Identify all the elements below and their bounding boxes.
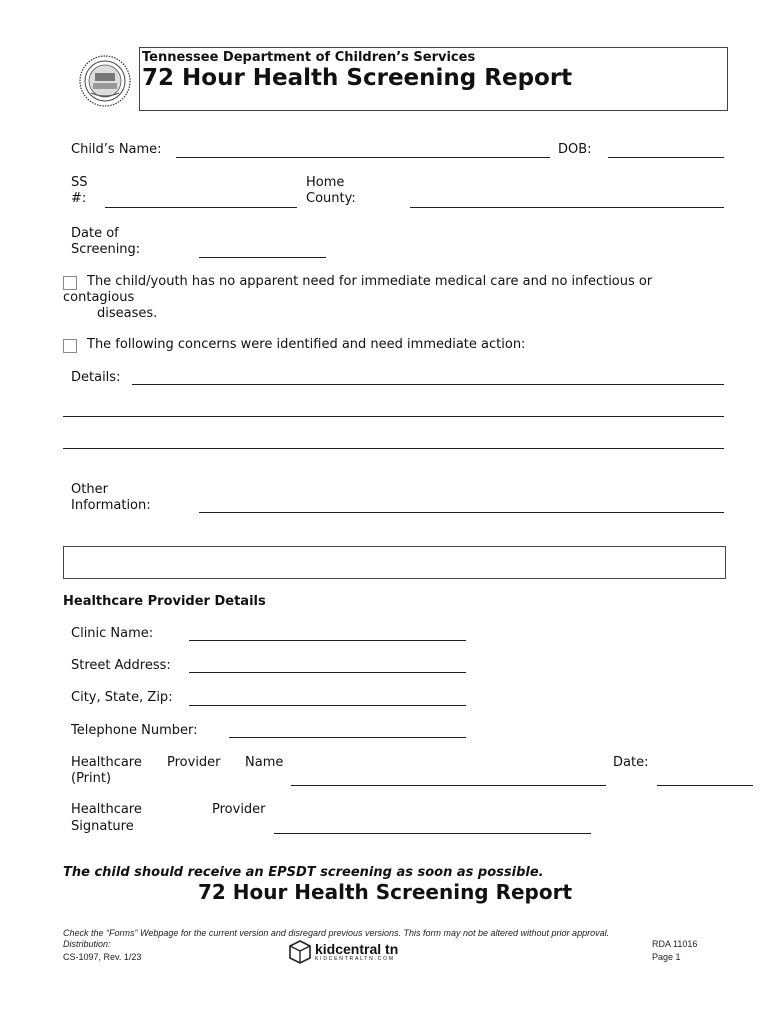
- child-name-field[interactable]: [176, 157, 550, 158]
- provider-name-w3: Name: [245, 755, 284, 770]
- home-county-label-line2: County:: [306, 191, 356, 206]
- details-field-line3[interactable]: [63, 448, 724, 449]
- other-info-label-line2: Information:: [71, 498, 151, 513]
- header-box: [139, 47, 728, 111]
- other-info-field[interactable]: [199, 512, 724, 513]
- department-name: Tennessee Department of Children’s Services: [142, 50, 476, 65]
- date-screening-field[interactable]: [199, 257, 326, 258]
- no-need-text-line3: diseases.: [97, 306, 158, 321]
- other-info-label-line1: Other: [71, 482, 108, 497]
- footer-rda: RDA 11016: [652, 939, 698, 949]
- home-county-field[interactable]: [410, 207, 724, 208]
- state-seal-icon: [79, 55, 131, 107]
- no-need-checkbox[interactable]: [63, 276, 77, 290]
- provider-date-label: Date:: [613, 755, 649, 770]
- details-field-line1[interactable]: [132, 384, 724, 385]
- form-title: 72 Hour Health Screening Report: [142, 65, 573, 91]
- footer-note: Check the “Forms” Webpage for the current version and disregard previous versions. This form may not be altered without prior approval.: [63, 928, 610, 938]
- date-screening-label-line2: Screening:: [71, 242, 141, 257]
- city-state-zip-field[interactable]: [189, 705, 466, 706]
- street-address-field[interactable]: [189, 672, 466, 673]
- details-label: Details:: [71, 370, 121, 385]
- provider-sig-w2: Provider: [212, 802, 266, 817]
- footer-title: 72 Hour Health Screening Report: [197, 880, 573, 904]
- provider-name-field[interactable]: [291, 785, 606, 786]
- ss-label: [71, 175, 88, 207]
- home-county-label-line1: Home: [306, 175, 345, 190]
- other-info-label: [71, 482, 151, 514]
- street-address-label: Street Address:: [71, 658, 171, 673]
- no-need-text-line2: contagious: [63, 290, 135, 305]
- logo-text: kidcentral tn: [315, 941, 399, 957]
- ss-field[interactable]: [105, 207, 297, 208]
- provider-date-field[interactable]: [657, 785, 753, 786]
- other-info-box[interactable]: [63, 546, 726, 579]
- no-need-text-line1: The child/youth has no apparent need for immediate medical care and no infectious or: [87, 274, 653, 289]
- clinic-name-label: Clinic Name:: [71, 626, 154, 641]
- telephone-field[interactable]: [229, 737, 466, 738]
- provider-name-w1: Healthcare: [71, 755, 142, 770]
- epsdt-notice: The child should receive an EPSDT screening as soon as possible.: [63, 865, 544, 880]
- city-state-zip-label: City, State, Zip:: [71, 690, 173, 705]
- provider-section-title: Healthcare Provider Details: [63, 594, 266, 609]
- provider-signature-field[interactable]: [274, 833, 591, 834]
- provider-name-w2: Provider: [167, 755, 221, 770]
- clinic-name-field[interactable]: [189, 640, 466, 641]
- footer-page: Page 1: [652, 952, 681, 962]
- date-screening-label-line1: Date of: [71, 226, 119, 241]
- concerns-checkbox[interactable]: [63, 339, 77, 353]
- concerns-text: The following concerns were identified and need immediate action:: [87, 337, 526, 352]
- logo-subtext: KIDCENTRALTN.COM: [315, 956, 395, 962]
- kidcentral-cube-icon: [288, 940, 312, 964]
- provider-sig-w3: Signature: [71, 819, 134, 834]
- footer-distribution: Distribution:: [63, 939, 111, 949]
- child-name-label: Child’s Name:: [71, 142, 162, 157]
- provider-name-w4: (Print): [71, 771, 112, 786]
- footer-form-number: CS-1097, Rev. 1/23: [63, 952, 142, 962]
- dob-label: DOB:: [558, 142, 592, 157]
- home-county-label: [306, 175, 356, 207]
- ss-label-line1: SS: [71, 175, 88, 190]
- details-field-line2[interactable]: [63, 416, 724, 417]
- ss-label-line2: #:: [71, 191, 87, 206]
- provider-sig-w1: Healthcare: [71, 802, 142, 817]
- kidcentral-logo: [288, 940, 398, 964]
- telephone-label: Telephone Number:: [71, 723, 198, 738]
- date-screening-label: [71, 226, 140, 258]
- dob-field[interactable]: [608, 157, 724, 158]
